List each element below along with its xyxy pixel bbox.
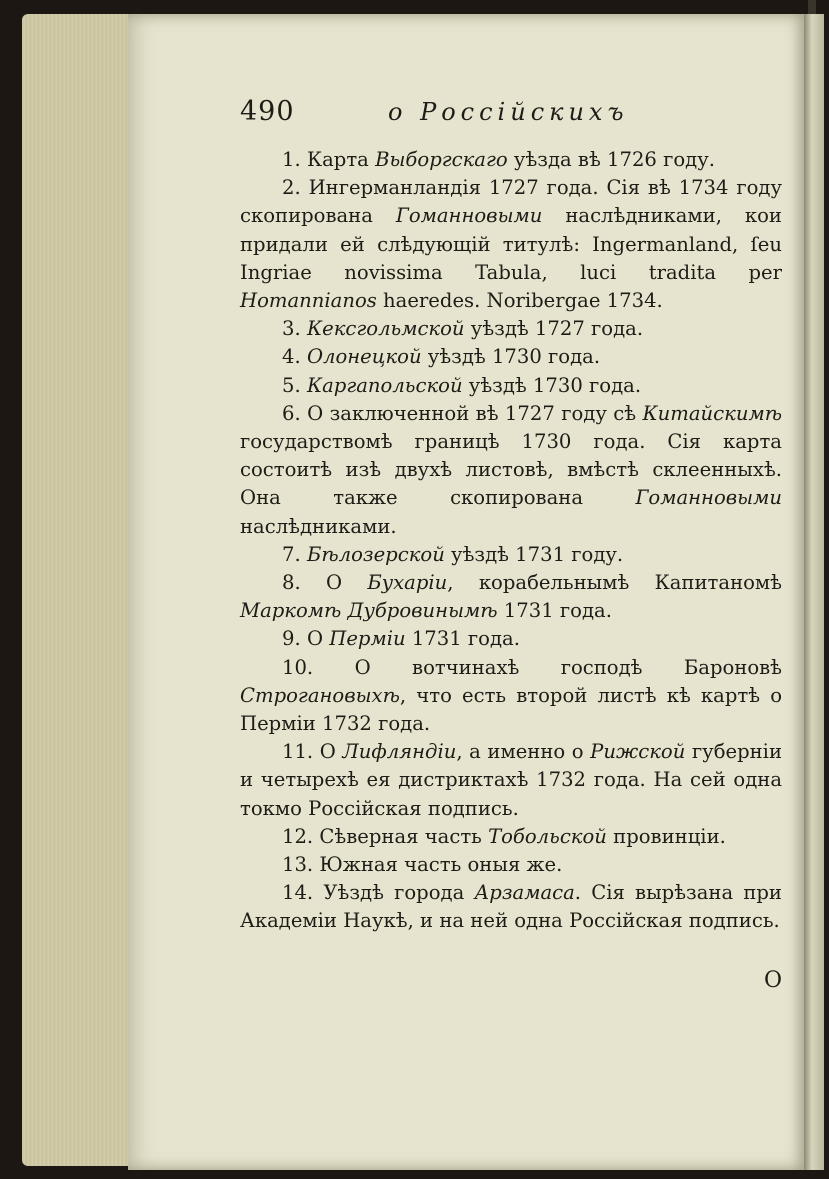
list-item: 7. Бѣлозерской уѣздѣ 1731 году. bbox=[282, 542, 624, 566]
list-item: 1. Карта Выборгскаго уѣзда вѣ 1726 году. bbox=[282, 148, 715, 171]
list-item: 11. О Лифляндіи, а именно о Рижской губерніи и четырехѣ ея дистриктахѣ 1732 года. На сей одна токмо Россійская подпись. bbox=[240, 740, 783, 820]
binding-mark bbox=[808, 0, 816, 14]
list-item: 6. О заключенной вѣ 1727 году сѣ Китайскимѣ государствомѣ границѣ 1730 года. Сія карта состоитѣ изѣ двухѣ листовѣ, вмѣстѣ склеенныхѣ. Она также скопирована Гоманновыми наслѣдниками. bbox=[240, 401, 782, 538]
list-item: 5. Каргапольской уѣздѣ 1730 года. bbox=[282, 373, 642, 397]
list-item: 13. Южная часть оныя же. bbox=[282, 853, 563, 877]
facing-page-edge bbox=[804, 14, 824, 1170]
list-item: 9. О Перміи 1731 года. bbox=[282, 627, 520, 651]
list-item: 10. О вотчинахѣ господѣ Бароновѣ Строгановыхѣ, что есть второй листѣ кѣ картѣ о Перміи 1732 года. bbox=[240, 655, 782, 736]
list-item: 14. Уѣздѣ города Арзамаса. Сія вырѣзана при Академіи Наукѣ, и на ней одна Россійская подпись. bbox=[240, 881, 782, 933]
map-list bbox=[240, 146, 782, 936]
list-item: 8. О Бухаріи, корабельнымѣ Капитаномѣ Маркомѣ Дубровинымѣ 1731 года. bbox=[240, 571, 782, 623]
list-item: 4. Олонецкой уѣздѣ 1730 года. bbox=[282, 345, 601, 369]
list-item: 2. Ингерманландія 1727 года. Сія вѣ 1734 году скопирована Гоманновыми наслѣдниками, кои придали ей слѣдующій титулѣ: Ingermanland, ſeu Ingriae novissima Tabula, luci tradita per Homannianos haeredes. Noribergae 1734. bbox=[240, 176, 782, 313]
catchword: О bbox=[763, 968, 782, 993]
page-content bbox=[240, 96, 783, 993]
list-item: 3. Кексгольмской уѣздѣ 1727 года. bbox=[282, 317, 644, 341]
page-header bbox=[240, 96, 782, 136]
page-number: 490 bbox=[240, 96, 295, 127]
running-head: о Россійскихъ bbox=[388, 98, 629, 126]
page-edges bbox=[22, 14, 137, 1166]
list-item: 12. Сѣверная часть Тобольской провинціи. bbox=[282, 824, 726, 848]
